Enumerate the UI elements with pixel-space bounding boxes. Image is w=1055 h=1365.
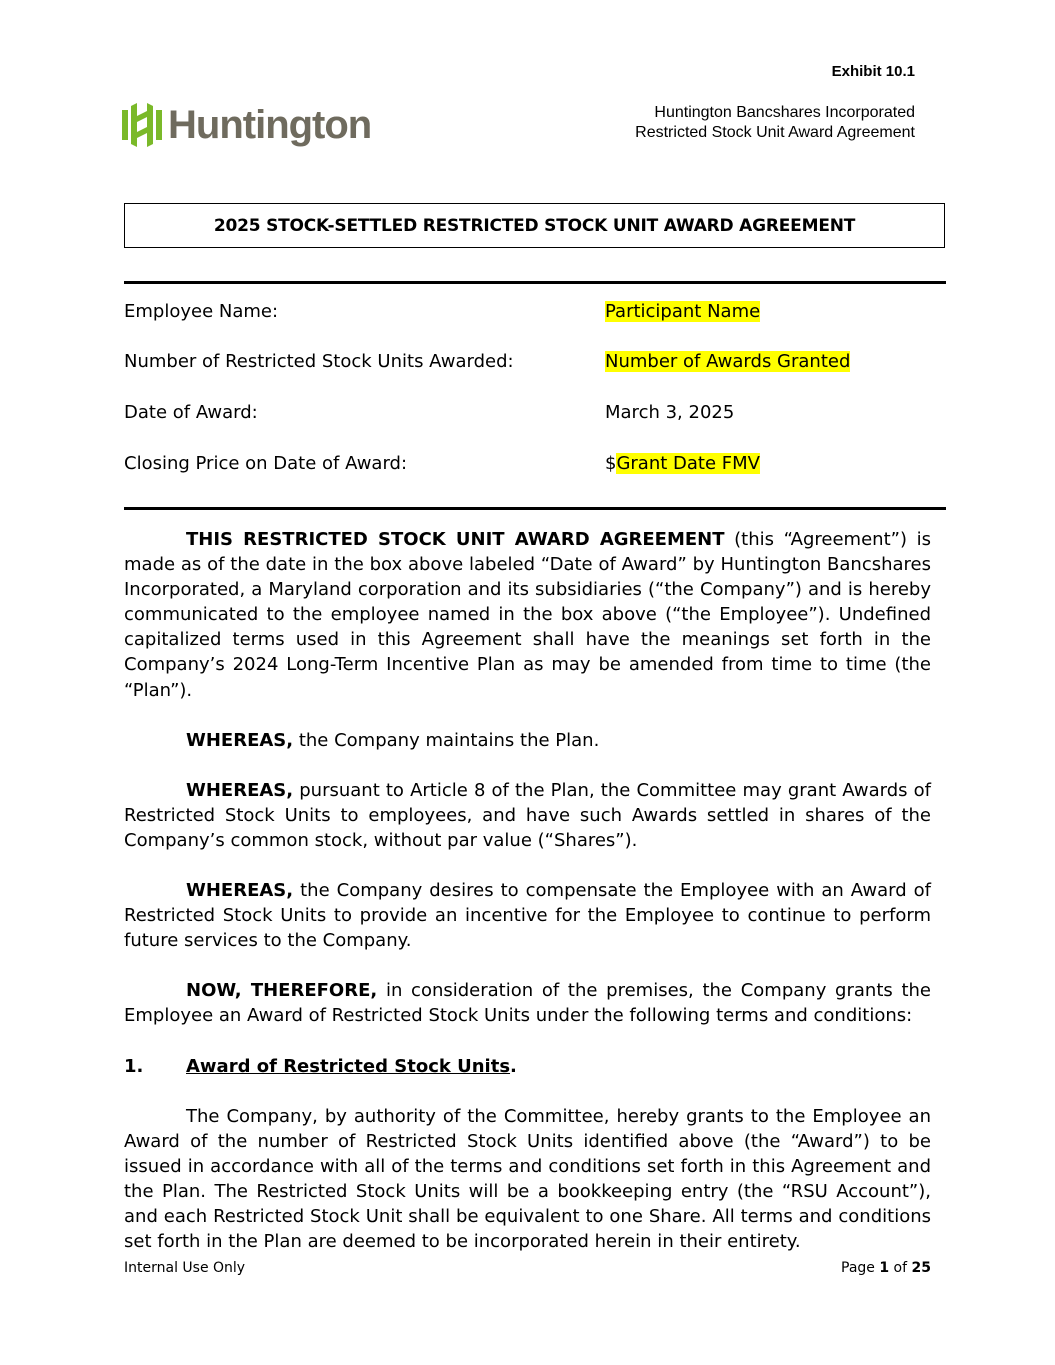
field-closing-price [124, 451, 946, 477]
bottom-divider [124, 507, 946, 510]
field-value [605, 349, 850, 375]
section-title: Award of Restricted Stock Units [186, 1055, 511, 1077]
currency-symbol: $ [605, 453, 617, 474]
top-divider [124, 281, 946, 284]
whereas-paragraph-1 [124, 728, 931, 753]
whereas-paragraph-2 [124, 778, 931, 853]
huntington-logo-icon [122, 102, 162, 148]
placeholder-highlight: Number of Awards Granted [605, 351, 851, 372]
document-name: Restricted Stock Unit Award Agreement [635, 124, 915, 141]
logo-wordmark: Huntington [168, 103, 372, 147]
field-units-awarded [124, 349, 946, 375]
whereas-text: the Company maintains the Plan. [293, 729, 600, 751]
page-footer [124, 1260, 931, 1276]
now-therefore-bold: NOW, THEREFORE, [186, 980, 378, 1002]
page-word: Page [841, 1260, 880, 1276]
intro-paragraph [124, 527, 931, 703]
section-heading [124, 1054, 931, 1079]
whereas-text: pursuant to Article 8 of the Plan, the Committee may grant Awards of Restricted Stock Units to employees, and have such Awards settled in shares of the Company’s common stock, without par value (“Shares”). [124, 779, 931, 851]
total-pages: 25 [911, 1260, 931, 1276]
whereas-paragraph-3 [124, 878, 931, 953]
field-label: Employee Name: [124, 301, 279, 322]
placeholder-highlight: Grant Date FMV [616, 453, 760, 474]
whereas-text: the Company desires to compensate the Employee with an Award of Restricted Stock Units to provide an incentive for the Employee to continue to perform future services to the Company. [124, 880, 931, 952]
whereas-bold: WHEREAS, [186, 779, 294, 801]
agreement-title: 2025 STOCK-SETTLED RESTRICTED STOCK UNIT AWARD AGREEMENT [124, 203, 945, 248]
of-word: of [889, 1260, 912, 1276]
intro-bold: THIS RESTRICTED STOCK UNIT AWARD AGREEMENT [186, 529, 725, 550]
huntington-logo [122, 100, 371, 150]
now-therefore-text: in consideration of the premises, the Company grants the Employee an Award of Restricted Stock Units under the following terms and conditions: [124, 980, 931, 1027]
agreement-body [124, 527, 931, 1279]
field-value [605, 451, 760, 477]
field-label: Date of Award: [124, 402, 258, 423]
company-name: Huntington Bancshares Incorporated [654, 104, 915, 121]
field-label: Closing Price on Date of Award: [124, 453, 408, 474]
intro-text: (this “Agreement”) is made as of the date in the box above labeled “Date of Award” by Huntington Bancshares Incorporated, a Maryland corporation and its subsidiaries (“the Company”) and is hereby communicated to the employee named in the box above (“the Employee”). Undefined capitalized terms used in this Agreement shall have the meanings set forth in the Company’s 2024 Long-Term Incentive Plan as may be amended from time to time (the “Plan”). [124, 529, 931, 701]
now-therefore-paragraph [124, 978, 931, 1028]
header-right [635, 103, 915, 143]
section-paragraph: The Company, by authority of the Committee, hereby grants to the Employee an Award of the number of Restricted Stock Units identified above (the “Award”) to be issued in accordance with all of the terms and conditions set forth in this Agreement and the Plan. The Restricted Stock Units will be a bookkeeping entry (the “RSU Account”), and each Restricted Stock Unit shall be equivalent to one Share. All terms and conditions set forth in the Plan are deemed to be incorporated herein in their entirety. [124, 1105, 931, 1253]
section-period: . [510, 1055, 517, 1077]
whereas-bold: WHEREAS, [186, 729, 294, 751]
field-value: March 3, 2025 [605, 402, 735, 423]
field-value [605, 299, 760, 325]
exhibit-label: Exhibit 10.1 [831, 63, 915, 80]
page-number [841, 1260, 931, 1276]
field-date-of-award [124, 400, 946, 426]
placeholder-highlight: Participant Name [605, 301, 761, 322]
whereas-bold: WHEREAS, [186, 880, 294, 902]
field-employee-name [124, 299, 946, 325]
section-number: 1. [124, 1055, 144, 1077]
field-label: Number of Restricted Stock Units Awarded: [124, 351, 514, 372]
footer-classification: Internal Use Only [124, 1260, 246, 1276]
current-page: 1 [879, 1260, 890, 1276]
